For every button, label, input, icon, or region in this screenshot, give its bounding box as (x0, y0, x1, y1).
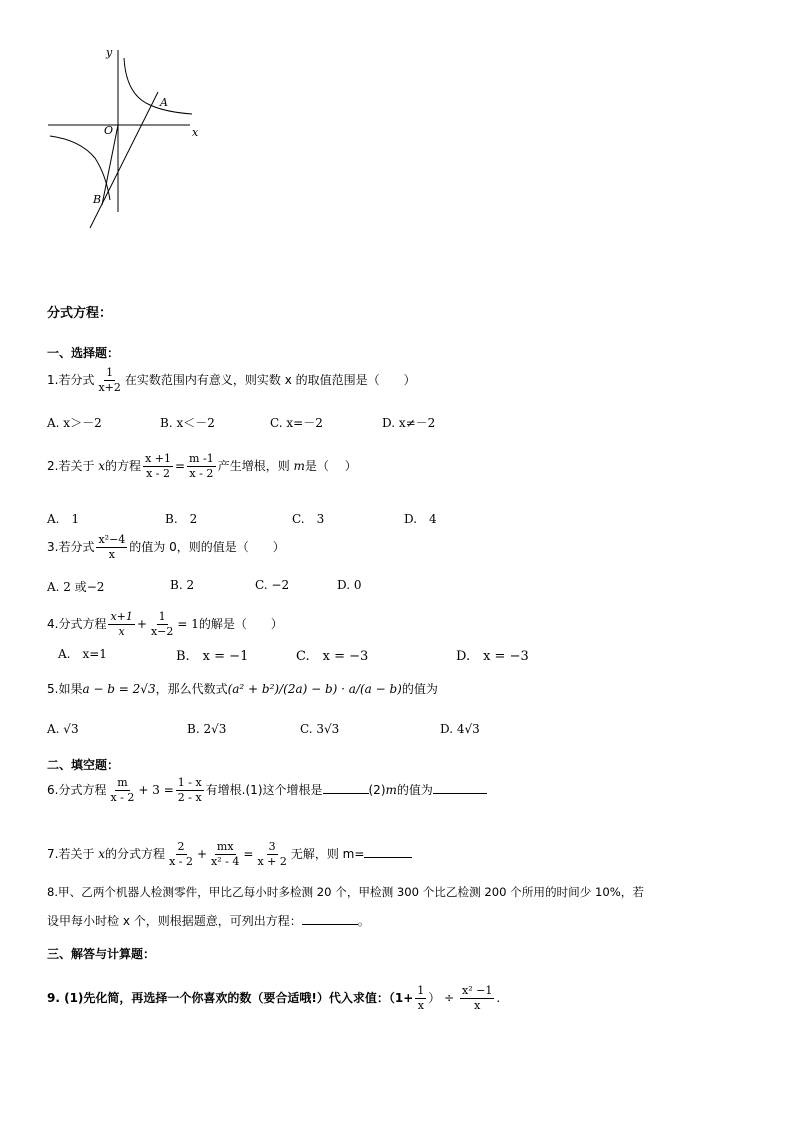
label-a: A (160, 96, 168, 109)
q4-option-b[interactable]: B. x = −1 (176, 649, 249, 664)
heading-main: 分式方程： (47, 306, 113, 321)
section-3-title: 三、解答与计算题： (47, 947, 156, 961)
q6-blank-1[interactable] (323, 781, 369, 794)
q9: 9. (1)先化简，再选择一个你喜欢的数（要合适哦!）代入求值：（1+ $\frac{1}{x}$ ） ÷ $\frac{\text{x² −1}}{x}$ . (47, 984, 501, 1012)
q1-option-d[interactable]: D. x≠－2 (382, 416, 436, 430)
q6: 6.分式方程 $\frac{m}{x - 2}$ + 3 = $\frac{1 - x}{2 - x}$ 有增根.(1)这个增根是 (2)m的值为 (47, 776, 487, 805)
q8-line-1: 8.甲、乙两个机器人检测零件，甲比乙每小时多检测 20 个，甲检测 300 个比乙检测 200 个所用的时间少 10%，若 (47, 885, 644, 899)
q1-option-a[interactable]: A. x＞－2 (47, 416, 102, 430)
section-2-title: 二、填空题： (47, 758, 120, 772)
q6-blank-2[interactable] (433, 781, 487, 794)
q3-option-d[interactable]: D. 0 (337, 578, 362, 592)
q3-option-b[interactable]: B. 2 (170, 578, 195, 592)
line-ab (90, 92, 158, 228)
q5: 5.如果a − b = 2√3，那么代数式(a² + b²)/(2a) − b) · a/(a − b)的值为 (47, 682, 438, 696)
function-graph (40, 40, 220, 240)
label-b: B (93, 193, 102, 206)
q2-option-b[interactable]: B. 2 (165, 512, 198, 526)
q8-line-2: 设甲每小时检 x 个，则根据题意，可列出方程： 。 (47, 914, 370, 928)
q5-option-a[interactable]: A. √3 (47, 722, 79, 736)
hyperbola-branch-1 (124, 58, 192, 114)
q7: 7.若关于 x的分式方程 $\frac{2}{x - 2}$ + $\frac{mx}{\text{x² - 4}}$ = $\frac{3}{x + 2}$ 无解，则 m= (47, 840, 412, 869)
q4-option-d[interactable]: D. x = −3 (456, 649, 529, 664)
q3: 3.若分式 $\frac{\text{x²−4}}{x}$ 的值为 0，则的值是（ ） (47, 533, 285, 561)
label-o: O (104, 124, 114, 137)
q8-blank[interactable] (302, 912, 358, 925)
q7-blank[interactable] (364, 845, 412, 858)
q5-option-d[interactable]: D. 4√3 (440, 722, 480, 736)
q4-option-a[interactable]: A. x=1 (58, 647, 107, 661)
label-y: y (106, 46, 113, 59)
line-ob (102, 125, 118, 205)
q2-option-d[interactable]: D. 4 (404, 512, 437, 526)
q2-option-a[interactable]: A. 1 (47, 512, 80, 526)
q5-option-b[interactable]: B. 2√3 (187, 722, 227, 736)
label-x: x (192, 126, 199, 139)
q4: 4.分式方程 $\frac{x+1}{x}$ + $\frac{1}{x-2}$ = 1的解是（ ） (47, 610, 283, 638)
q3-option-a[interactable]: A. 2 或−2 (47, 580, 105, 594)
q1: 1.若分式 $\frac{1}{x+2}$ 在实数范围内有意义，则实数 x 的取值范围是（ ） (47, 366, 416, 394)
q5-expression: (a² + b²)/(2a) − b) · a/(a − b) (227, 682, 402, 696)
q2-option-c[interactable]: C. 3 (292, 512, 325, 526)
q4-option-c[interactable]: C. x = −3 (296, 649, 369, 664)
section-1-title: 一、选择题： (47, 346, 120, 360)
q3-option-c[interactable]: C. −2 (255, 578, 290, 592)
q1-option-b[interactable]: B. x＜－2 (160, 416, 215, 430)
hyperbola-branch-2 (50, 136, 110, 200)
q2: 2.若关于 x的方程 $\frac{x +1}{x - 2}$ = $\frac{m -1}{x - 2}$ 产生增根，则 m是（ ） (47, 452, 357, 480)
q1-option-c[interactable]: C. x=－2 (270, 416, 323, 430)
q5-option-c[interactable]: C. 3√3 (300, 722, 340, 736)
